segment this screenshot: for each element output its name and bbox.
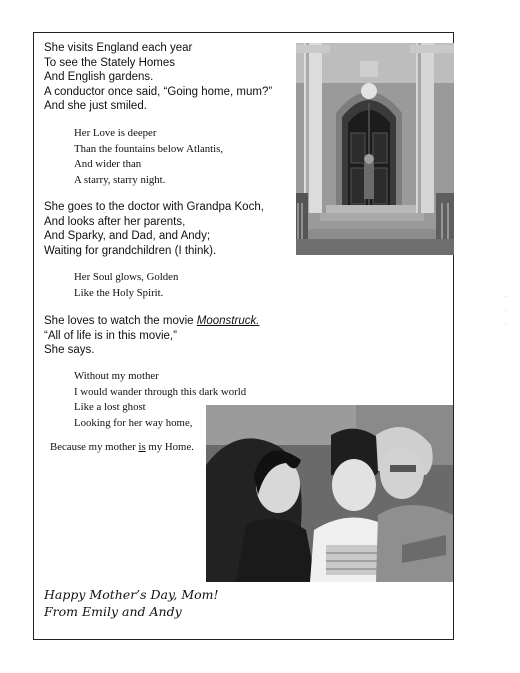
verse-line: Like the Holy Spirit. <box>74 286 164 299</box>
stanza-line: To see the Stately Homes <box>44 56 176 69</box>
family-photo-image <box>206 405 453 582</box>
verse-soul <box>74 270 178 301</box>
closing-line: Happy Mother’s Day, Mom! <box>44 587 219 602</box>
stanza-text: She loves to watch the movie <box>44 315 197 327</box>
stanza-line: And she just smiled. <box>44 100 147 112</box>
stanza-line: She visits England each year <box>44 42 193 54</box>
final-line-text <box>50 440 194 456</box>
verse-line: Like a lost ghost <box>74 401 146 413</box>
margin-marks <box>505 290 507 332</box>
margin-mark: · <box>505 307 508 315</box>
margin-mark: · <box>505 293 508 301</box>
closing-line: From Emily and Andy <box>44 604 182 619</box>
stanza-england <box>44 41 272 114</box>
final-before: Because my mother <box>50 441 139 453</box>
stanza-line: And English gardens. <box>44 71 154 83</box>
family-photo <box>206 405 453 582</box>
closing-signature <box>44 586 219 620</box>
stanza-moonstruck <box>44 314 259 358</box>
verse-line: Without my mother <box>74 370 159 382</box>
movie-title: Moonstruck. <box>196 315 260 327</box>
verse-love <box>74 126 223 188</box>
final-line <box>50 440 194 456</box>
verse-line: A starry, starry night. <box>74 173 166 186</box>
stanza-doctor <box>44 200 264 258</box>
verse-line: Than the fountains below Atlantis, <box>74 142 224 155</box>
final-after: my Home. <box>145 441 194 453</box>
stanza-line: She goes to the doctor with Grandpa Koch, <box>44 201 264 213</box>
house-photo <box>296 43 454 255</box>
stanza-line: She says. <box>44 344 95 356</box>
stanza-line: And Sparky, and Dad, and Andy; <box>44 230 211 242</box>
verse-line: I would wander through this dark world <box>74 385 247 398</box>
stanza-line: “All of life is in this movie,” <box>44 329 177 342</box>
final-emphasis: is <box>138 441 146 453</box>
stanza-line: Waiting for grandchildren (I think). <box>44 244 217 257</box>
margin-mark: · <box>505 321 508 329</box>
verse-line: Looking for her way home, <box>74 416 193 429</box>
stanza-line: And looks after her parents, <box>44 215 186 228</box>
verse-line: Her Love is deeper <box>74 127 157 139</box>
house-photo-image <box>296 43 454 255</box>
stanza-line: A conductor once said, “Going home, mum?” <box>44 85 273 98</box>
verse-line: And wider than <box>74 158 142 170</box>
poem-page <box>33 32 454 640</box>
verse-line: Her Soul glows, Golden <box>74 271 179 283</box>
stanza-line <box>44 314 259 329</box>
